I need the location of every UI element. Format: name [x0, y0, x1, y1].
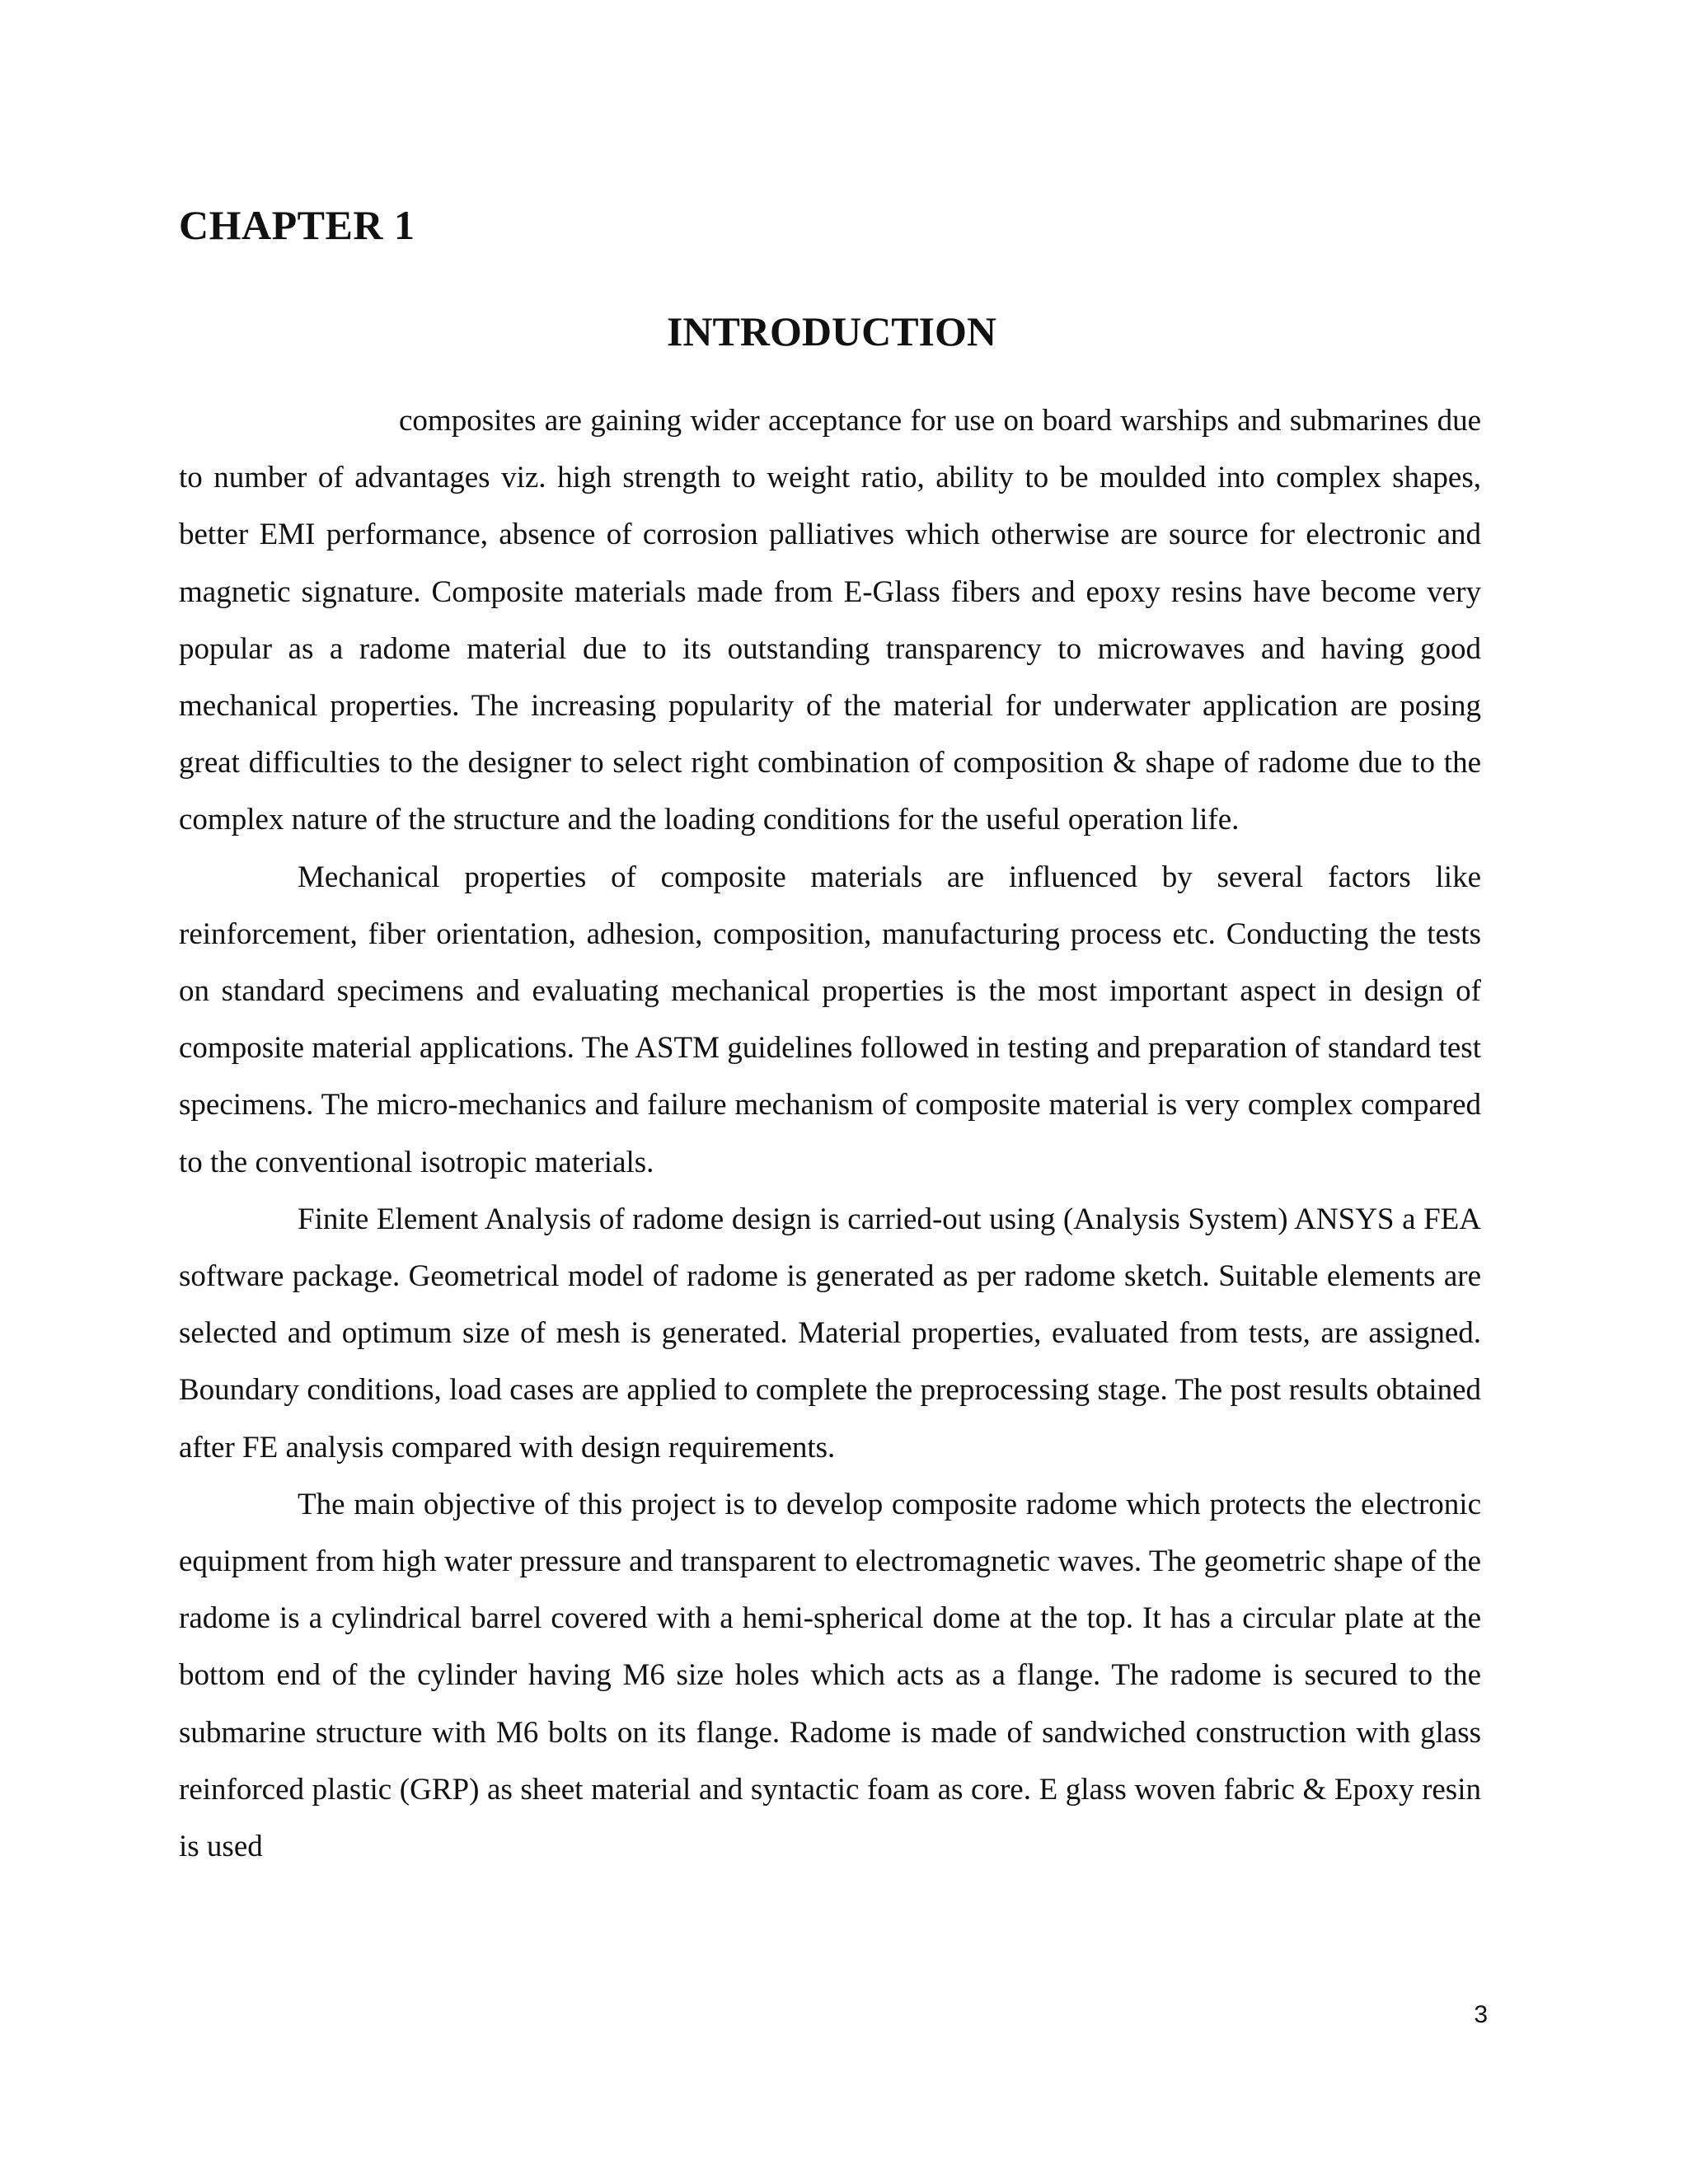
paragraph-4: The main objective of this project is to develop composite radome which protects the electronic equipment from high water pressure and transparent to electromagnetic waves. The geometric shape of the radome is a cylindrical barrel covered with a hemi-spherical dome at the top. It has a circular plate at the bottom end of the cylinder having M6 size holes which acts as a flange. The radome is secured to the submarine structure with M6 bolts on its flange. Radome is made of sandwiched construction with glass reinforced plastic (GRP) as sheet material and syntactic foam as core. E glass woven fabric & Epoxy resin is used	[179, 1487, 1481, 1864]
paragraph-3: Finite Element Analysis of radome design is carried-out using (Analysis System) ANSYS a FEA software package. Geometrical model of radome is generated as per radome sketch. Suitable elements are selected and optimum size of mesh is generated. Material properties, evaluated from tests, are assigned. Boundary conditions, load cases are applied to complete the preprocessing stage. The post results obtained after FE analysis compared with design requirements.	[179, 1202, 1481, 1465]
chapter-label: CHAPTER 1	[179, 202, 415, 248]
paragraph-1: composites are gaining wider acceptance for use on board warships and submarines due to number of advantages viz. high strength to weight ratio, ability to be moulded into complex shapes, better EMI performance, absence of corrosion palliatives which otherwise are source for electronic and magnetic signature. Composite materials made from E-Glass fibers and epoxy resins have become very popular as a radome material due to its outstanding transparency to microwaves and having good mechanical properties. The increasing popularity of the material for underwater application are posing great difficulties to the designer to select right combination of composition & shape of radome due to the complex nature of the structure and the loading conditions for the useful operation life.	[179, 404, 1481, 837]
chapter-title: INTRODUCTION	[666, 308, 997, 354]
paragraph-2: Mechanical properties of composite materials are influenced by several factors like reinforcement, fiber orientation, adhesion, composition, manufacturing process etc. Conducting the tests on standard specimens and evaluating mechanical properties is the most important aspect in design of composite material applications. The ASTM guidelines followed in testing and preparation of standard test specimens. The micro-mechanics and failure mechanism of composite material is very complex compared to the conventional isotropic materials.	[179, 860, 1481, 1179]
page-number: 3	[1474, 2001, 1488, 2028]
body-text	[179, 392, 1481, 1875]
